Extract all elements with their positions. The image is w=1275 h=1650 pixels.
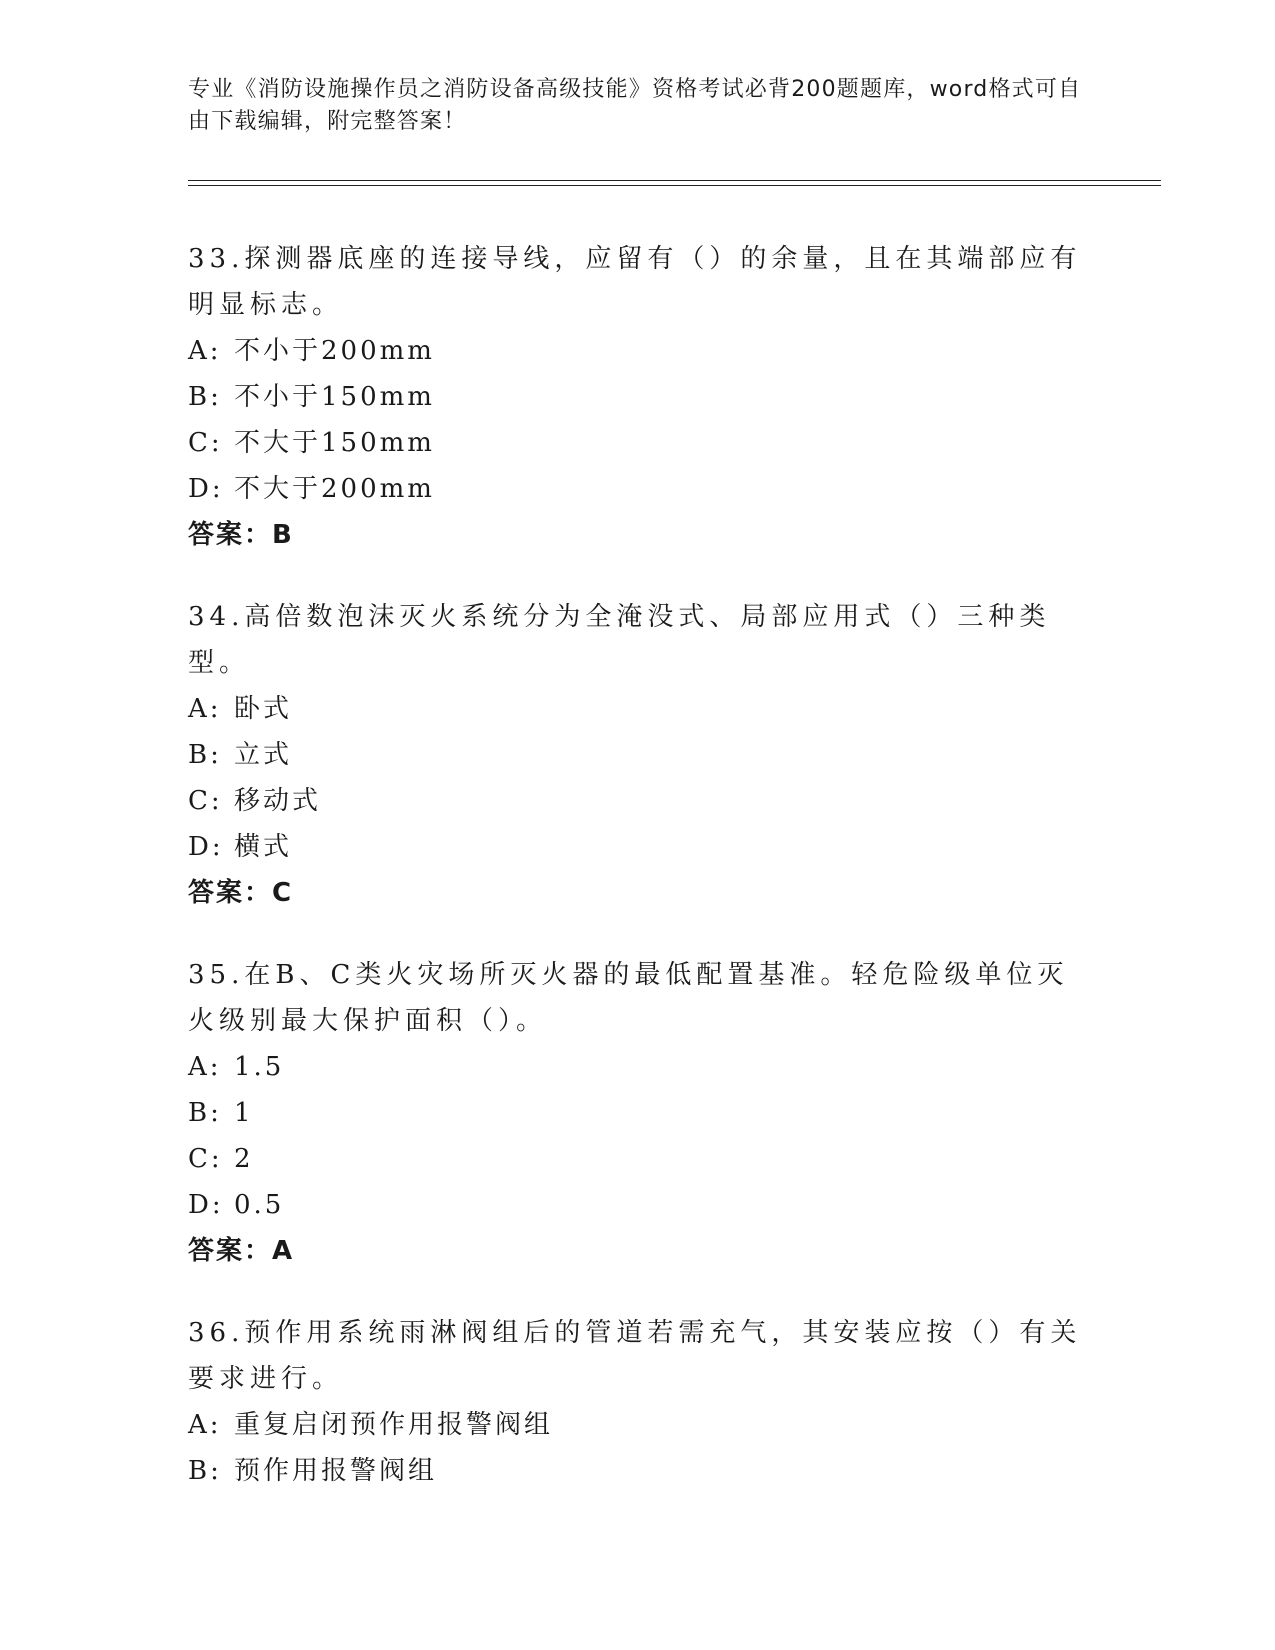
question-list — [188, 236, 1088, 1530]
document-header: 专业《消防设施操作员之消防设备高级技能》资格考试必背200题题库，word格式可自由下载编辑，附完整答案！ — [188, 77, 1082, 134]
question-stem: 33.探测器底座的连接导线，应留有（）的余量，且在其端部应有明显标志。 — [188, 244, 1082, 320]
question-block — [188, 594, 1088, 916]
option-letter: C: — [188, 786, 223, 816]
option-text: 1 — [234, 1098, 254, 1128]
option-letter: B: — [188, 1456, 222, 1486]
option-text: 预作用报警阀组 — [234, 1456, 438, 1486]
answer-option — [188, 1044, 1088, 1090]
option-letter: D: — [188, 1190, 224, 1220]
option-text: 横式 — [234, 832, 293, 862]
option-text: 立式 — [234, 740, 293, 770]
option-letter: A: — [188, 336, 222, 366]
option-text: 2 — [234, 1144, 254, 1174]
answer-option — [188, 1448, 1088, 1494]
question-stem: 34.高倍数泡沫灭火系统分为全淹没式、局部应用式（）三种类型。 — [188, 602, 1051, 678]
answer-option — [188, 466, 1088, 512]
question-block — [188, 236, 1088, 558]
answer-option — [188, 732, 1088, 778]
option-letter: C: — [188, 1144, 223, 1174]
answer-key: 答案：B — [188, 520, 294, 550]
option-text: 0.5 — [234, 1190, 285, 1220]
option-letter: A: — [188, 694, 222, 724]
option-letter: D: — [188, 474, 224, 504]
option-letter: B: — [188, 1098, 222, 1128]
answer-option — [188, 1136, 1088, 1182]
answer-option — [188, 1402, 1088, 1448]
option-text: 重复启闭预作用报警阀组 — [234, 1410, 554, 1440]
header-divider-bottom — [188, 185, 1161, 186]
option-letter: A: — [188, 1410, 222, 1440]
answer-option — [188, 1182, 1088, 1228]
answer-key: 答案：A — [188, 1236, 295, 1266]
option-letter: C: — [188, 428, 223, 458]
option-text: 1.5 — [234, 1052, 285, 1082]
option-text: 不大于150mm — [234, 428, 435, 458]
answer-option — [188, 1090, 1088, 1136]
answer-option — [188, 824, 1088, 870]
option-text: 不小于200mm — [234, 336, 435, 366]
answer-key: 答案：C — [188, 878, 294, 908]
answer-option — [188, 778, 1088, 824]
question-stem: 36.预作用系统雨淋阀组后的管道若需充气，其安装应按（）有关要求进行。 — [188, 1318, 1082, 1394]
question-block — [188, 952, 1088, 1274]
option-text: 卧式 — [234, 694, 293, 724]
answer-option — [188, 374, 1088, 420]
option-text: 不小于150mm — [234, 382, 435, 412]
answer-option — [188, 420, 1088, 466]
answer-option — [188, 328, 1088, 374]
option-letter: B: — [188, 740, 222, 770]
option-letter: B: — [188, 382, 222, 412]
question-stem: 35.在B、C类火灾场所灭火器的最低配置基准。轻危险级单位灭火级别最大保护面积（）。 — [188, 960, 1069, 1036]
option-letter: D: — [188, 832, 224, 862]
option-letter: A: — [188, 1052, 222, 1082]
header-divider-top — [188, 180, 1161, 181]
question-block — [188, 1310, 1088, 1494]
option-text: 移动式 — [234, 786, 322, 816]
option-text: 不大于200mm — [234, 474, 435, 504]
answer-option — [188, 686, 1088, 732]
